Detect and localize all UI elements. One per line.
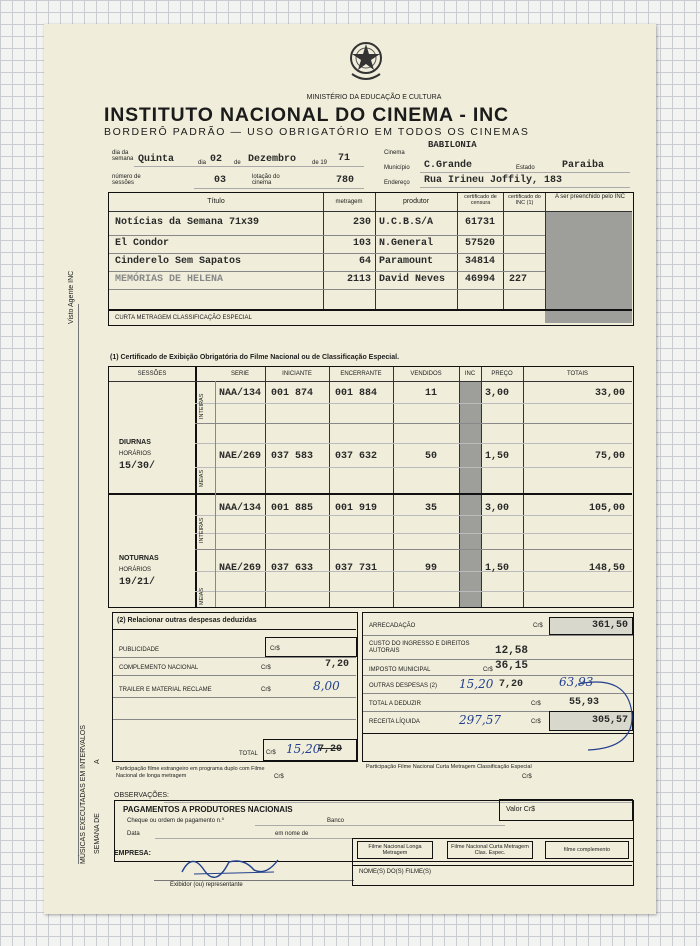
film-censura: 57520 xyxy=(465,238,496,249)
observacoes-label: OBSERVAÇÕES: xyxy=(114,792,169,799)
arrecadacao-value: 361,50 xyxy=(591,620,628,631)
encerrante: 001 884 xyxy=(335,388,378,399)
noturnas-horarios-value: 19/21/ xyxy=(119,577,156,588)
sessions-header-inc: INC xyxy=(464,371,476,377)
semana-a-label: A xyxy=(94,759,101,764)
sessions-count-value: 03 xyxy=(214,175,227,186)
noturnas-label: NOTURNAS xyxy=(119,555,159,562)
total-struck-value: 7,20 xyxy=(318,744,343,755)
films-footer-label: CURTA METRAGEM CLASSIFICAÇÃO ESPECIAL xyxy=(115,315,252,321)
total-label: TOTAL xyxy=(239,751,258,757)
preco: 1,50 xyxy=(485,563,510,574)
film-types-box xyxy=(352,838,634,886)
outras-value: 15,20 xyxy=(459,677,494,691)
cinema-value: BABILONIA xyxy=(428,140,477,150)
film-censura: 61731 xyxy=(465,217,496,228)
state-label: Estado xyxy=(516,165,535,171)
custo-value: 12,58 xyxy=(495,645,529,657)
serie: NAE/269 xyxy=(219,451,262,462)
total-field xyxy=(263,739,357,761)
musicas-label: MÚSICAS EXECUTADAS EM INTERVALOS xyxy=(80,725,87,864)
data-label: Data xyxy=(127,831,140,837)
iniciante: 037 583 xyxy=(271,451,314,462)
imposto-value: 36,15 xyxy=(495,660,529,672)
curta-box xyxy=(447,841,533,859)
trailer-label: TRAILER E MATERIAL RECLAME xyxy=(119,687,212,693)
longa-label: Filme Nacional Longa Metragem xyxy=(368,844,422,856)
complemento-value: 7,20 xyxy=(324,659,349,670)
participacao-estrangeiro: Participação filme estrangeiro em programa duplo com Filme Nacional de longa metragem xyxy=(116,766,265,779)
cinema-label: Cinema xyxy=(384,150,405,156)
film-title: Notícias da Semana 71x39 xyxy=(115,217,260,228)
film-produtor: David Neves xyxy=(379,274,446,285)
municipality-value: C.Grande xyxy=(424,160,473,171)
vendidos: 99 xyxy=(424,563,437,574)
diurnas-horarios-label: HORÁRIOS xyxy=(119,451,152,457)
handwritten-sum: 63,93 xyxy=(559,675,594,689)
sessions-header-sessoes: SESSÕES xyxy=(137,371,167,377)
empresa-label: EMPRESA: xyxy=(114,850,151,857)
despesas-title: (2) Relacionar outras despesas deduzidas xyxy=(117,617,257,624)
custo-label: CUSTO DO INGRESSO E DIREITOS AUTORAIS xyxy=(369,641,470,654)
complemento-cr: Cr$ xyxy=(261,665,271,671)
films-header-censura: certificado de censura xyxy=(464,194,497,206)
capacity-label: lotação do cinema xyxy=(252,174,280,186)
film-censura: 34814 xyxy=(465,256,496,267)
film-inc-cert: 227 xyxy=(509,274,528,285)
inteiras-label-noturnas: INTEIRAS xyxy=(199,517,205,543)
page-title: INSTITUTO NACIONAL DO CINEMA - INC xyxy=(104,104,509,126)
publicidade-field xyxy=(265,637,357,657)
imposto-cr: Cr$ xyxy=(483,667,493,673)
total: 148,50 xyxy=(588,563,625,574)
sessions-count-label: número de sessões xyxy=(112,174,141,186)
year-prefix: de 19 xyxy=(312,160,328,166)
sessions-header-serie: SERIE xyxy=(230,371,249,377)
receita-value: 305,57 xyxy=(591,715,628,726)
films-header-metragem: metragem xyxy=(335,199,363,205)
longa-box xyxy=(357,841,433,859)
total-deduzir-label: TOTAL A DEDUZIR xyxy=(369,701,421,707)
signature-icon xyxy=(174,850,284,880)
semana-label: SEMANA DE xyxy=(94,813,101,854)
trailer-value: 8,00 xyxy=(313,679,340,693)
film-title: El Condor xyxy=(115,238,170,249)
meias-label-diurnas: MEIAS xyxy=(199,469,205,487)
capacity-value: 780 xyxy=(336,175,355,186)
arrecadacao-cr: Cr$ xyxy=(533,623,543,629)
em-nome-label: em nome de xyxy=(275,831,309,837)
inc-shaded-column xyxy=(545,211,632,323)
serie: NAA/134 xyxy=(219,388,262,399)
film-produtor: Paramount xyxy=(379,256,434,267)
total-cr: Cr$ xyxy=(266,750,276,756)
meias-label-noturnas: MEIAS xyxy=(199,587,205,605)
film-produtor: N.General xyxy=(379,238,434,249)
encerrante: 037 731 xyxy=(335,563,378,574)
outras-typed-value: 7,20 xyxy=(499,679,524,690)
weekday-value: Quinta xyxy=(138,154,175,165)
complemento-box xyxy=(545,841,629,859)
total-deduzir-cr: Cr$ xyxy=(531,701,541,707)
year-value: 71 xyxy=(338,153,351,164)
cert-note: (1) Certificado de Exibição Obrigatória do Filme Nacional ou de Classificação Especial. xyxy=(110,354,400,361)
page-subtitle: BORDERÔ PADRÃO — USO OBRIGATÓRIO EM TODOS OS CINEMAS xyxy=(104,126,530,138)
diurnas-horarios-value: 15/30/ xyxy=(119,461,156,472)
film-metragem: 2113 xyxy=(346,274,371,285)
sessions-table xyxy=(108,366,634,608)
day-value: 02 xyxy=(210,154,223,165)
film-metragem: 64 xyxy=(358,256,371,267)
iniciante: 001 874 xyxy=(271,388,314,399)
serie: NAA/134 xyxy=(219,503,262,514)
noturnas-horarios-label: HORÁRIOS xyxy=(119,567,152,573)
vendidos: 50 xyxy=(424,451,437,462)
iniciante: 001 885 xyxy=(271,503,314,514)
film-metragem: 103 xyxy=(352,238,371,249)
handwritten-sum-2: 55,93 xyxy=(569,697,600,708)
despesas-box xyxy=(112,612,358,762)
valor-label: Valor Cr$ xyxy=(506,806,536,813)
curta-label: Filme Nacional Curta Metragem Clas. Espec. xyxy=(451,844,529,856)
participacao-estr-cr: Cr$ xyxy=(274,774,284,780)
outras-label: OUTRAS DESPESAS (2) xyxy=(369,683,438,689)
valor-field xyxy=(499,799,633,821)
total: 105,00 xyxy=(588,503,625,514)
weekday-label: dia da semana xyxy=(112,150,134,162)
trailer-cr: Cr$ xyxy=(261,687,271,693)
total-deduzir-value: 297,57 xyxy=(459,713,501,727)
cheque-label: Cheque ou ordem de pagamento n.º xyxy=(127,818,224,824)
encerrante: 037 632 xyxy=(335,451,378,462)
nomes-filmes-label: NOME(S) DO(S) FILME(S) xyxy=(359,869,431,875)
vendidos: 11 xyxy=(424,388,437,399)
brazil-coat-of-arms-icon xyxy=(344,38,388,86)
borderô-form xyxy=(44,24,656,914)
imposto-label: IMPOSTO MUNICIPAL xyxy=(369,667,431,673)
total-value: 15,20 xyxy=(286,742,321,756)
ministry-heading: MINISTÉRIO DA EDUCAÇÃO E CULTURA xyxy=(306,94,442,101)
day-label: dia xyxy=(198,160,207,166)
publicidade-label: PUBLICIDADE xyxy=(119,647,160,653)
handwritten-circle xyxy=(548,664,638,754)
complemento-label: COMPLEMENTO NACIONAL xyxy=(119,665,199,671)
films-header-inc-fill: A ser preenchido pelo INC xyxy=(554,194,626,200)
participacao-nacional: Participação Filme Nacional Curta Metragem Classificação Especial xyxy=(366,764,532,770)
diurnas-label: DIURNAS xyxy=(119,439,151,446)
visto-agente-label: Visto Agente INC xyxy=(68,270,75,324)
preco: 3,00 xyxy=(485,503,510,514)
preco: 3,00 xyxy=(485,388,510,399)
serie: NAE/269 xyxy=(219,563,262,574)
of-label: de xyxy=(234,160,241,166)
film-title: MEMÓRIAS DE HELENA xyxy=(115,274,224,285)
sessions-header-totais: TOTAIS xyxy=(566,371,589,377)
film-metragem: 230 xyxy=(352,217,371,228)
iniciante: 037 633 xyxy=(271,563,314,574)
preco: 1,50 xyxy=(485,451,510,462)
participacao-nac-cr: Cr$ xyxy=(522,774,532,780)
sessions-header-encerrante: ENCERRANTE xyxy=(340,371,382,377)
vendidos: 35 xyxy=(424,503,437,514)
film-produtor: U.C.B.S/A xyxy=(379,217,434,228)
state-value: Paraiba xyxy=(562,160,605,171)
municipality-label: Município xyxy=(384,165,410,171)
exibidor-label: Exibidor (ou) representante xyxy=(170,882,243,888)
film-title: Cinderelo Sem Sapatos xyxy=(115,256,242,267)
total: 75,00 xyxy=(594,451,625,462)
films-header-produtor: produtor xyxy=(402,198,430,205)
arrecadacao-field xyxy=(549,617,633,635)
month-value: Dezembro xyxy=(248,154,297,165)
sessions-header-vendidos: VENDIDOS xyxy=(410,371,442,377)
receita-cr: Cr$ xyxy=(531,719,541,725)
sessions-header-iniciante: INICIANTE xyxy=(282,371,312,377)
address-label: Endereço xyxy=(384,180,410,186)
sessions-header-preco: PREÇO xyxy=(491,371,513,377)
arrecadacao-label: ARRECADAÇÃO xyxy=(369,623,416,629)
inteiras-label-diurnas: INTEIRAS xyxy=(199,393,205,419)
film-censura: 46994 xyxy=(465,274,496,285)
receita-label: RECEITA LÍQUIDA xyxy=(369,719,420,725)
encerrante: 001 919 xyxy=(335,503,378,514)
pagamentos-title: PAGAMENTOS A PRODUTORES NACIONAIS xyxy=(123,805,293,814)
films-header-inc: certificado do INC (1) xyxy=(508,194,541,206)
total: 33,00 xyxy=(594,388,625,399)
cr-label: Cr$ xyxy=(270,646,280,652)
complemento-type-label: filme complemento xyxy=(563,847,611,853)
films-header-title: Título xyxy=(207,198,225,205)
address-value: Rua Irineu Joffily, 183 xyxy=(424,175,563,186)
banco-label: Banco xyxy=(327,818,345,824)
films-table xyxy=(108,192,634,326)
